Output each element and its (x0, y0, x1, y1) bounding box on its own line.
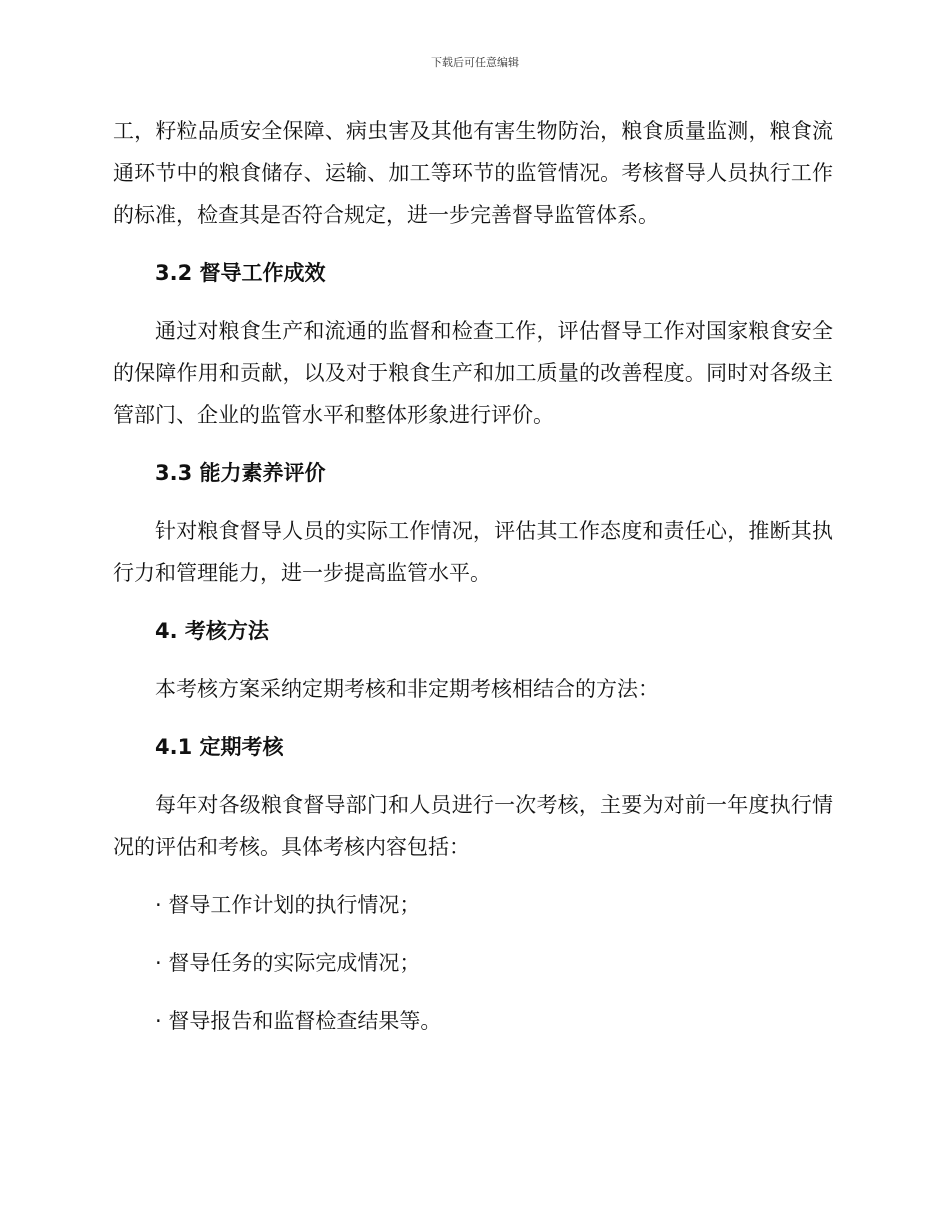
heading-4: 4. 考核方法 (155, 619, 269, 643)
paragraph-continuation: 工，籽粒品质安全保障、病虫害及其他有害生物防治，粮食质量监测，粮食流通环节中的粮食储存、运输、加工等环节的监管情况。考核督导人员执行工作的标准，检查其是否符合规定，进一步完善督导监管体系。 (113, 119, 833, 227)
heading-4-1: 4.1 定期考核 (155, 735, 284, 759)
list-item: · 督导报告和监督检查结果等。 (155, 1009, 442, 1033)
paragraph-3-2: 通过对粮食生产和流通的监督和检查工作，评估督导工作对国家粮食安全的保障作用和贡献，以及对于粮食生产和加工质量的改善程度。同时对各级主管部门、企业的监管水平和整体形象进行评价。 (113, 319, 833, 427)
paragraph-3-3: 针对粮食督导人员的实际工作情况，评估其工作态度和责任心，推断其执行力和管理能力，进一步提高监管水平。 (113, 519, 833, 585)
page-header: 下载后可任意编辑 (431, 56, 519, 69)
heading-3-2: 3.2 督导工作成效 (155, 261, 326, 285)
list-item: · 督导工作计划的执行情况； (155, 893, 421, 917)
document-body (113, 110, 833, 1058)
paragraph-4-1: 每年对各级粮食督导部门和人员进行一次考核，主要为对前一年度执行情况的评估和考核。具体考核内容包括： (113, 793, 833, 859)
paragraph-4: 本考核方案采纳定期考核和非定期考核相结合的方法： (155, 677, 659, 701)
heading-3-3: 3.3 能力素养评价 (155, 461, 326, 485)
list-item: · 督导任务的实际完成情况； (155, 951, 421, 975)
